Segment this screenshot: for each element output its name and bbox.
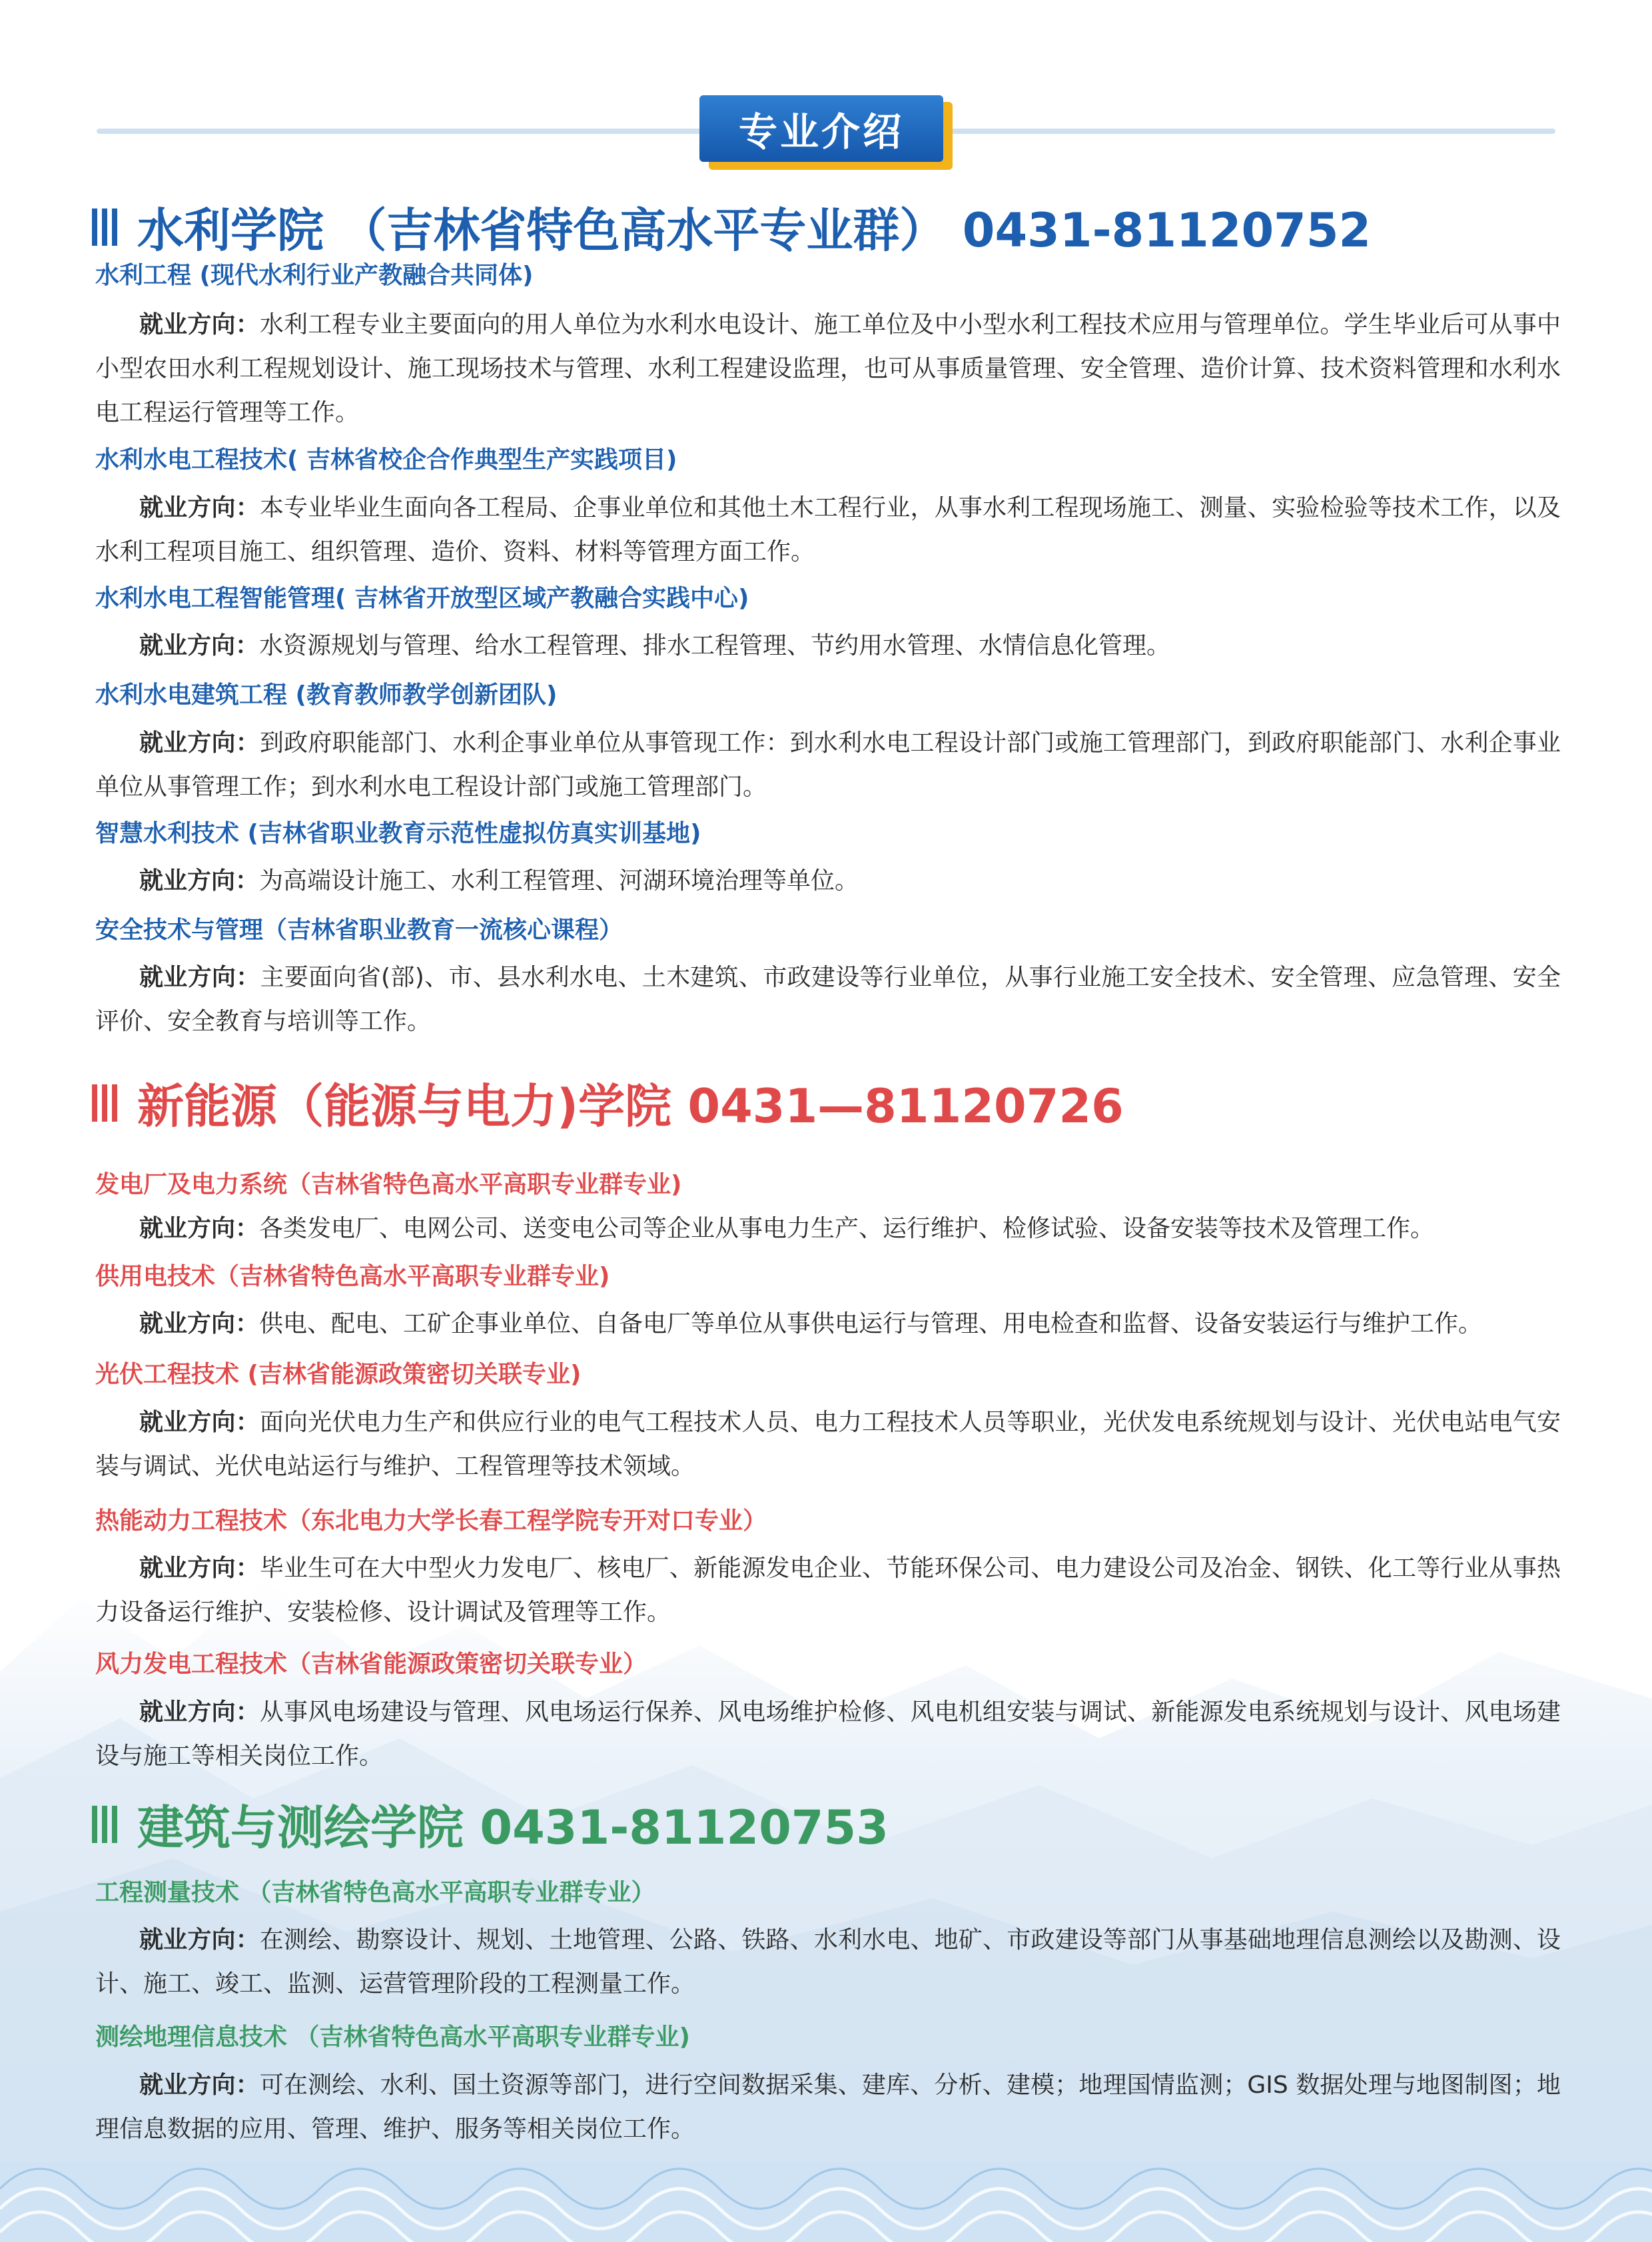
employment-text: 水利工程专业主要面向的用人单位为水利水电设计、施工单位及中小型水利工程技术应用与管理单位。学生毕业后可从事中小型农田水利工程规划设计、施工现场技术与管理、水利工程建设监理，也可从事质量管理、安全管理、造价计算、技术资料管理和水利水电工程运行管理等工作。 — [95, 311, 1561, 426]
program-description — [95, 859, 1561, 903]
employment-label: 就业方向： — [139, 2071, 260, 2099]
employment-text: 主要面向省(部)、市、县水利水电、土木建筑、市政建设等行业单位，从事行业施工安全技术、安全管理、应急管理、安全评价、安全教育与培训等工作。 — [95, 964, 1561, 1035]
program-title: 供用电技术（吉林省特色高水平高职专业群专业) — [95, 1263, 610, 1290]
section-title-text: 水利学院 （吉林省特色高水平专业群） 0431-81120752 — [137, 203, 1372, 258]
employment-text: 为高端设计施工、水利工程管理、河湖环境治理等单位。 — [259, 867, 859, 895]
employment-text: 可在测绘、水利、国土资源等部门，进行空间数据采集、建库、分析、建模；地理国情监测；GIS 数据处理与地图制图；地理信息数据的应用、管理、维护、服务等相关岗位工作。 — [95, 2071, 1561, 2143]
employment-label: 就业方向： — [139, 964, 260, 991]
program-title: 水利水电工程智能管理( 吉林省开放型区域产教融合实践中心) — [95, 585, 749, 612]
employment-text: 从事风电场建设与管理、风电场运行保养、风电场维护检修、风电机组安装与调试、新能源发电系统规划与设计、风电场建设与施工等相关岗位工作。 — [95, 1698, 1561, 1770]
employment-label: 就业方向： — [139, 1409, 260, 1436]
employment-text: 各类发电厂、电网公司、送变电公司等企业从事电力生产、运行维护、检修试验、设备安装等技术及管理工作。 — [259, 1215, 1435, 1242]
program-description — [95, 1690, 1561, 1778]
program-title: 安全技术与管理（吉林省职业教育一流核心课程） — [95, 917, 623, 944]
employment-text: 本专业毕业生面向各工程局、企事业单位和其他土木工程行业，从事水利工程现场施工、测量、实验检验等技术工作，以及水利工程项目施工、组织管理、造价、资料、材料等管理方面工作。 — [95, 494, 1561, 565]
program-description — [95, 721, 1561, 809]
employment-label: 就业方向： — [139, 1555, 260, 1582]
employment-text: 毕业生可在大中型火力发电厂、核电厂、新能源发电企业、节能环保公司、电力建设公司及冶金、钢铁、化工等行业从事热力设备运行维护、安装检修、设计调试及管理等工作。 — [95, 1555, 1561, 1626]
employment-label: 就业方向： — [139, 311, 260, 338]
employment-text: 水资源规划与管理、给水工程管理、排水工程管理、节约用水管理、水情信息化管理。 — [259, 632, 1171, 659]
program-title: 智慧水利技术 (吉林省职业教育示范性虚拟仿真实训基地) — [95, 820, 701, 847]
employment-label: 就业方向： — [139, 1310, 260, 1337]
employment-label: 就业方向： — [139, 1215, 260, 1242]
program-description — [95, 956, 1561, 1044]
program-title: 热能动力工程技术（东北电力大学长春工程学院专开对口专业） — [95, 1507, 767, 1535]
section-title-text: 新能源（能源与电力)学院 0431—81120726 — [137, 1079, 1124, 1134]
program-description — [95, 1401, 1561, 1489]
program-description — [95, 624, 1561, 668]
section-marker-icon — [92, 1806, 117, 1843]
program-title: 水利水电建筑工程 (教育教师教学创新团队) — [95, 681, 558, 709]
program-title: 光伏工程技术 (吉林省能源政策密切关联专业) — [95, 1361, 582, 1388]
program-description — [95, 1207, 1561, 1251]
section-title-new-energy — [92, 1069, 1124, 1136]
employment-text: 供电、配电、工矿企事业单位、自备电厂等单位从事供电运行与管理、用电检查和监督、设备安装运行与维护工作。 — [259, 1310, 1483, 1337]
employment-label: 就业方向： — [139, 867, 260, 895]
program-description — [95, 303, 1561, 435]
program-title: 水利工程 (现代水利行业产教融合共同体) — [95, 262, 534, 289]
employment-label: 就业方向： — [139, 632, 260, 659]
program-title: 发电厂及电力系统（吉林省特色高水平高职专业群专业) — [95, 1171, 682, 1198]
section-title-text: 建筑与测绘学院 0431-81120753 — [137, 1800, 889, 1855]
section-title-hydraulic — [92, 193, 1371, 260]
program-description — [95, 1918, 1561, 2006]
employment-text: 到政府职能部门、水利企事业单位从事管现工作：到水利水电工程设计部门或施工管理部门，到政府职能部门、水利企事业单位从事管理工作；到水利水电工程设计部门或施工管理部门。 — [95, 729, 1561, 801]
section-marker-icon — [92, 208, 117, 246]
program-title: 水利水电工程技术( 吉林省校企合作典型生产实践项目) — [95, 446, 677, 474]
employment-text: 在测绘、勘察设计、规划、土地管理、公路、铁路、水利水电、地矿、市政建设等部门从事基础地理信息测绘以及勘测、设计、施工、竣工、监测、运营管理阶段的工程测量工作。 — [95, 1926, 1561, 1998]
employment-text: 面向光伏电力生产和供应行业的电气工程技术人员、电力工程技术人员等职业，光伏发电系统规划与设计、光伏电站电气安装与调试、光伏电站运行与维护、工程管理等技术领域。 — [95, 1409, 1561, 1480]
employment-label: 就业方向： — [139, 1926, 260, 1954]
program-description — [95, 2063, 1561, 2151]
program-description — [95, 486, 1561, 574]
program-title: 工程测量技术 （吉林省特色高水平高职专业群专业） — [95, 1879, 655, 1906]
program-title: 测绘地理信息技术 （吉林省特色高水平高职专业群专业) — [95, 2024, 690, 2051]
page-title: 专业介绍 — [699, 95, 943, 162]
section-marker-icon — [92, 1084, 117, 1122]
program-description — [95, 1547, 1561, 1635]
employment-label: 就业方向： — [139, 729, 260, 757]
employment-label: 就业方向： — [139, 1698, 260, 1726]
program-title: 风力发电工程技术（吉林省能源政策密切关联专业） — [95, 1651, 647, 1678]
program-description — [95, 1302, 1561, 1346]
employment-label: 就业方向： — [139, 494, 260, 522]
section-title-architecture-surveying — [92, 1790, 889, 1858]
